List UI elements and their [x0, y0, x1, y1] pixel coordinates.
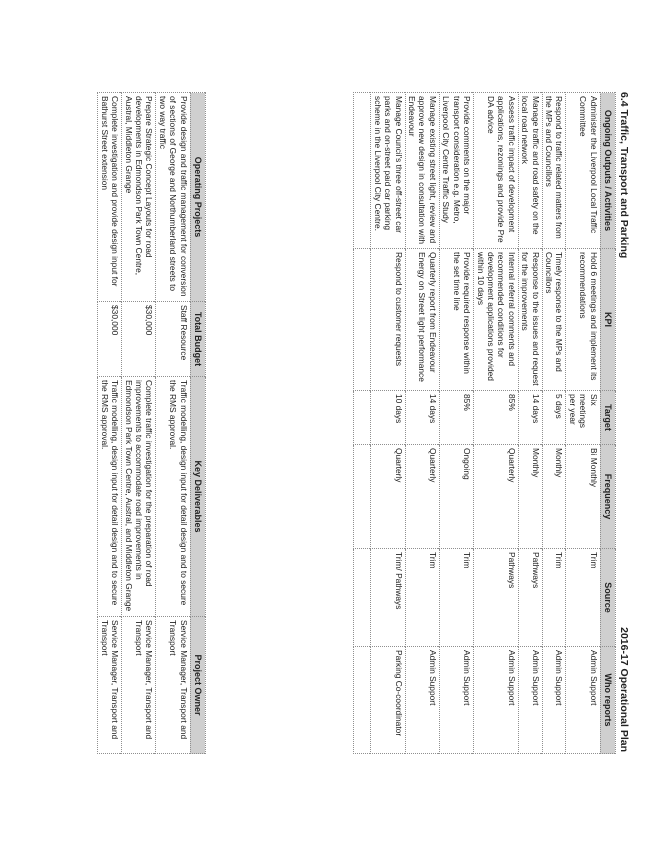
- section-title: 6.4 Traffic, Transport and Parking: [618, 92, 630, 259]
- table-cell: Staff Resource: [156, 302, 190, 377]
- table-cell: 14 days: [405, 391, 439, 445]
- table-header-row: [600, 93, 615, 754]
- column-header: Operating Projects: [190, 93, 205, 302]
- table-cell: Ongoing: [439, 445, 473, 549]
- table-header-row: [190, 93, 205, 754]
- table-cell: Trim: [542, 549, 566, 647]
- table-cell: Complete traffic investigation for the preparation of road improvements to accommodate road improvements in Edmondson Park Town Centre, Austral, and Middleton Grange: [122, 377, 156, 617]
- table-cell: Respond to customer requests: [371, 249, 405, 391]
- table-cell: Trim/ Pathways: [371, 549, 405, 647]
- table-cell: Admin Support: [405, 647, 439, 754]
- table-row: [439, 93, 473, 754]
- table-cell: $30,000: [122, 302, 156, 377]
- table-row: [122, 93, 156, 754]
- column-header: Ongoing Outputs / Activities: [600, 93, 615, 249]
- table-cell: Complete investigation and provide design input for Bathurst Street extension: [98, 93, 122, 302]
- column-header: Project Owner: [190, 617, 205, 754]
- table-cell: Provide design and traffic management for conversion of sections of George and Northumberland streets to two way traffic: [156, 93, 190, 302]
- table-cell: Hold 6 meetings and implement its recommendations: [566, 249, 600, 391]
- table-cell: 85%: [439, 391, 473, 445]
- table-cell: Quarterly: [405, 445, 439, 549]
- ongoing-outputs-table: [353, 92, 616, 754]
- table-cell: Pathways: [518, 549, 542, 647]
- table-cell: Prepare Strategic Concept Layouts for road developments in Edmondson Park Town Centre, Austral, Middleton Grange: [122, 93, 156, 302]
- table-cell: Administer the Liverpool Local Traffic Committee: [566, 93, 600, 249]
- table-row: [98, 93, 122, 754]
- table-cell: Quarterly report from Endeavour Energy on Street light performance: [405, 249, 439, 391]
- table-cell: Provide required response within the set time line: [439, 249, 473, 391]
- table-cell: Traffic modelling, design input for detail design and to secure the RMS approval.: [156, 377, 190, 617]
- column-header: Frequency: [600, 445, 615, 549]
- table-row: [518, 93, 542, 754]
- table-cell: Manage existing street light, review and approve new design in consultation with Endeavour: [405, 93, 439, 249]
- table-cell: 85%: [474, 391, 519, 445]
- table-row-empty: [354, 93, 371, 754]
- table-cell: Quarterly: [371, 445, 405, 549]
- table-cell: 14 days: [518, 391, 542, 445]
- column-header: Target: [600, 391, 615, 445]
- table-cell: Admin Support: [439, 647, 473, 754]
- table-cell: Pathways: [474, 549, 519, 647]
- table-row: [474, 93, 519, 754]
- table-cell: Admin Support: [542, 647, 566, 754]
- table-cell: Admin Support: [474, 647, 519, 754]
- table-cell: Timely response to the MPs and Councillors: [542, 249, 566, 391]
- table-cell: Respond to traffic related matters from the MPs and Councillors: [542, 93, 566, 249]
- table-row: [371, 93, 405, 754]
- table-row: [405, 93, 439, 754]
- table-cell: 10 days: [371, 391, 405, 445]
- table-cell: Six meetings per year: [566, 391, 600, 445]
- table-cell: Service Manager, Transport and Transport: [156, 617, 190, 754]
- operating-projects-table: [97, 92, 206, 754]
- table-cell: Traffic modelling, design input for detail design and to secure the RMS approval.: [98, 377, 122, 617]
- table-cell: Bi Monthly: [566, 445, 600, 549]
- table-cell: Manage traffic and road safety on the local road network: [518, 93, 542, 249]
- column-header: KPI: [600, 249, 615, 391]
- table-cell: 5 days: [542, 391, 566, 445]
- table-cell: Assess traffic impact of development applications, rezonings and provide Pre DA advice: [474, 93, 519, 249]
- table-cell: Admin Support: [518, 647, 542, 754]
- table-cell: Service Manager, Transport and Transport: [122, 617, 156, 754]
- table-cell: Monthly: [518, 445, 542, 549]
- table-cell: Parking Co-coordinator: [371, 647, 405, 754]
- table-cell: Manage Council's three off-street car parks and on-street paid car parking scheme in the Liverpool City Centre.: [371, 93, 405, 249]
- column-header: Who reports: [600, 647, 615, 754]
- table-cell: Quarterly: [474, 445, 519, 549]
- column-header: Total Budget: [190, 302, 205, 377]
- table-cell: Monthly: [542, 445, 566, 549]
- table-cell: Trim: [439, 549, 473, 647]
- table-cell: Provide comments on the major transport consideration e.g. Metro, Liverpool City Centre Traffic Study: [439, 93, 473, 249]
- table-row: [156, 93, 190, 754]
- table-row: [542, 93, 566, 754]
- table-cell: Admin Support: [566, 647, 600, 754]
- table-row: [566, 93, 600, 754]
- column-header: Source: [600, 549, 615, 647]
- table-cell: $30,000: [98, 302, 122, 377]
- table-cell: Response to the issues and request for the improvements: [518, 249, 542, 391]
- table-cell: Service Manager, Transport and Transport: [98, 617, 122, 754]
- document-title: 2016-17 Operational Plan: [618, 627, 630, 752]
- table-cell: Trim: [566, 549, 600, 647]
- column-header: Key Deliverables: [190, 377, 205, 617]
- table-cell: Internal referral comments and recommended conditions for development applications provided within 10 days: [474, 249, 519, 391]
- table-cell: Trim: [405, 549, 439, 647]
